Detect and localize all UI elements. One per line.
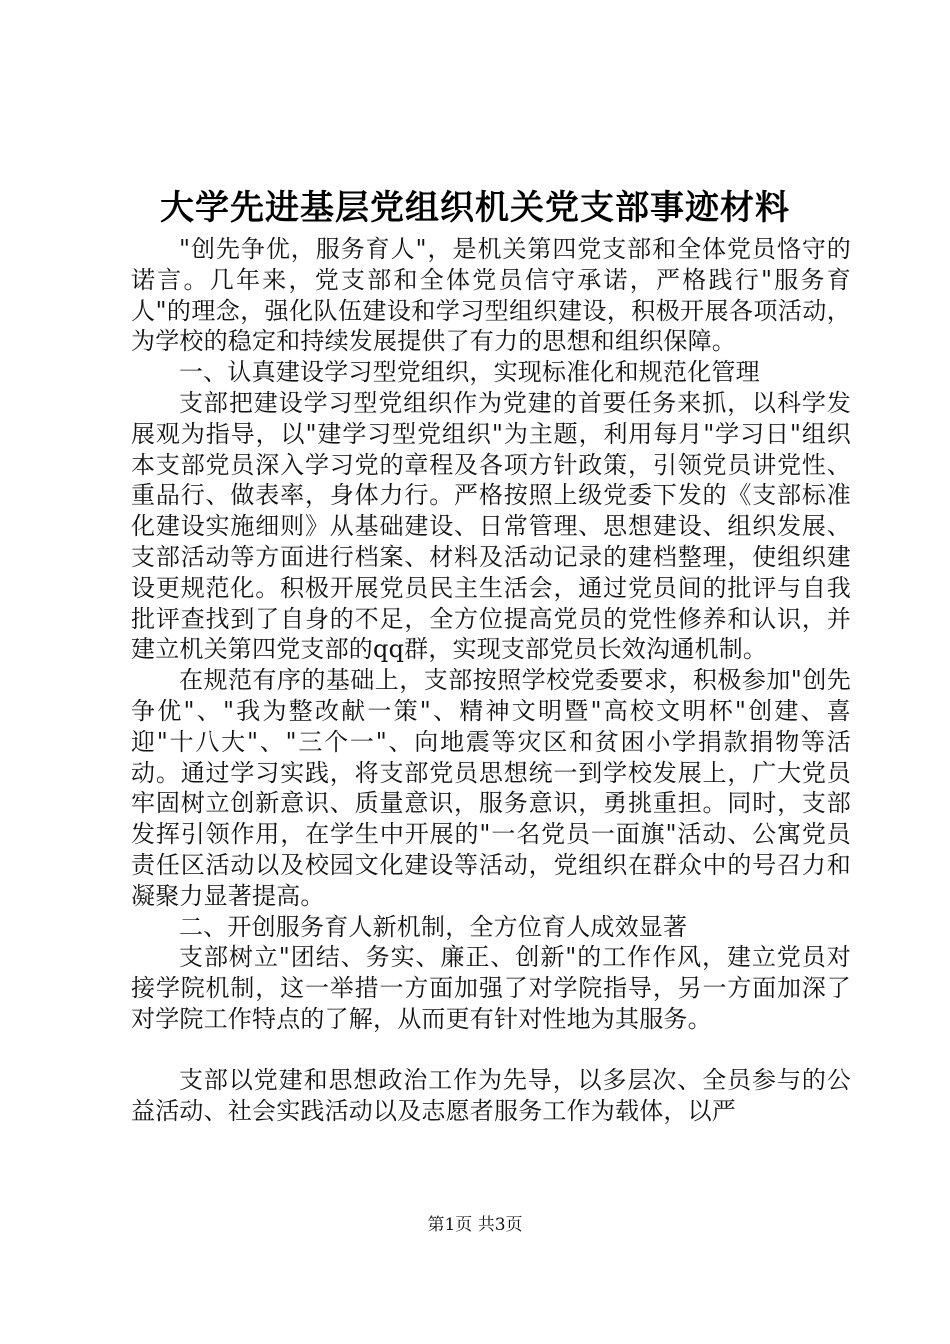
paragraph-section-1-b: 在规范有序的基础上，支部按照学校党委要求，积极参加"创先争优"、"我为整改献一策"、精神文明暨"高校文明杯"创建、喜迎"十八大"、"三个一"、向地震等灾区和贫困小学捐款捐物等活动。通过学习实践，将支部党员思想统一到学校发展上，广大党员牢固树立创新意识、质量意识，服务意识，勇挑重担。同时，支部发挥引领作用，在学生中开展的"一名党员一面旗"活动、公寓党员责任区活动以及校园文化建设等活动，党组织在群众中的号召力和凝聚力显著提高。 xyxy=(131,666,851,910)
paragraph-section-2-b: 支部以党建和思想政治工作为先导，以多层次、全员参与的公益活动、社会实践活动以及志愿者服务工作为载体，以严 xyxy=(131,1065,851,1125)
paragraph-intro: "创先争优，服务育人"，是机关第四党支部和全体党员恪守的诺言。几年来，党支部和全体党员信守承诺，严格践行"服务育人"的理念，强化队伍建设和学习型组织建设，积极开展各项活动，为学校的稳定和持续发展提供了有力的思想和组织保障。 xyxy=(131,235,851,356)
document-body xyxy=(131,234,851,1126)
paragraph-section-1-a: 支部把建设学习型党组织作为党建的首要任务来抓，以科学发展观为指导，以"建学习型党组织"为主题，利用每月"学习日"组织本支部党员深入学习党的章程及各项方针政策，引领党员讲党性、重品行、做表率，身体力行。严格按照上级党委下发的《支部标准化建设实施细则》从基础建设、日常管理、思想建设、组织发展、支部活动等方面进行档案、材料及活动记录的建档整理，使组织建设更规范化。积极开展党员民主生活会，通过党员间的批评与自我批评查找到了自身的不足，全方位提高党员的党性修养和认识，并建立机关第四党支部的qq群，实现支部党员长效沟通机制。 xyxy=(131,388,851,664)
document-title: 大学先进基层党组织机关党支部事迹材料 xyxy=(160,188,790,228)
page-footer: 第1页 共3页 xyxy=(427,1215,523,1235)
paragraph-section-2-a: 支部树立"团结、务实、廉正、创新"的工作作风，建立党员对接学院机制，这一举措一方面加强了对学院指导，另一方面加深了对学院工作特点的了解，从而更有针对性地为其服务。 xyxy=(131,943,851,1033)
section-heading-2: 二、开创服务育人新机制，全方位育人成效显著 xyxy=(179,912,688,941)
section-heading-1: 一、认真建设学习型党组织，实现标准化和规范化管理 xyxy=(179,358,760,387)
